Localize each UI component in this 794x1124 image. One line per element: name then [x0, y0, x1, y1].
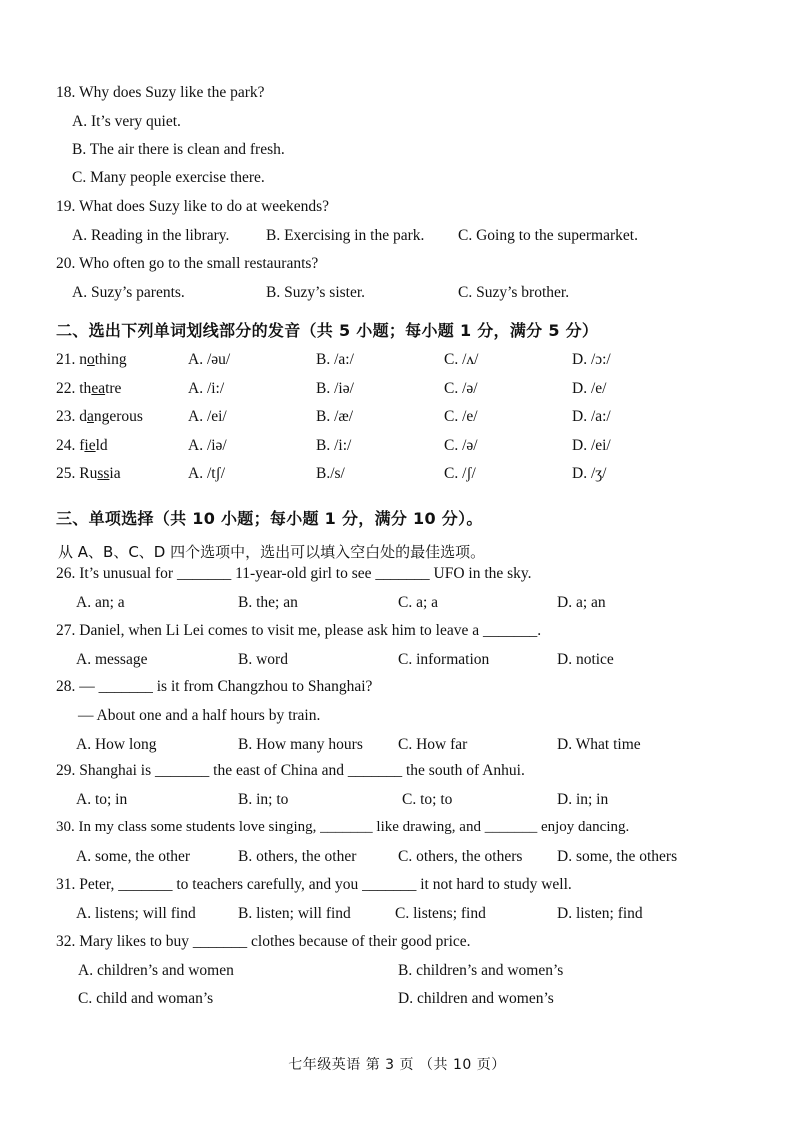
option-32d[interactable]: D. children and women’s	[398, 990, 554, 1007]
option-18b[interactable]: B. The air there is clean and fresh.	[72, 141, 285, 158]
option-20c[interactable]: C. Suzy’s brother.	[458, 284, 570, 301]
question-19: 19. What does Suzy like to do at weekends?	[56, 198, 330, 215]
option-29a[interactable]: A. to; in	[76, 791, 128, 808]
option-27d[interactable]: D. notice	[557, 651, 614, 668]
option-28a[interactable]: A. How long	[76, 736, 157, 753]
option-30b[interactable]: B. others, the other	[238, 848, 357, 865]
option-21c[interactable]: C. /ʌ/	[444, 351, 479, 368]
page-footer: 七年级英语 第 3 页 （共 10 页）	[288, 1057, 506, 1073]
word: field	[79, 437, 108, 454]
question-21: 21. nothing	[56, 351, 127, 368]
option-22b[interactable]: B. /iə/	[316, 380, 354, 397]
option-24d[interactable]: D. /ei/	[572, 437, 611, 454]
option-25b[interactable]: B./s/	[316, 465, 345, 482]
option-24b[interactable]: B. /i:/	[316, 437, 352, 454]
option-32b[interactable]: B. children’s and women’s	[398, 962, 564, 979]
section-3-heading: 三、单项选择（共 10 小题；每小题 1 分，满分 10 分）。	[56, 509, 483, 528]
question-29: 29. Shanghai is _______ the east of China and _______ the south of Anhui.	[56, 762, 525, 779]
question-25: 25. Russia	[56, 465, 121, 482]
option-32a[interactable]: A. children’s and women	[78, 962, 234, 979]
option-23b[interactable]: B. /æ/	[316, 408, 354, 425]
option-18a[interactable]: A. It’s very quiet.	[72, 113, 181, 130]
option-24a[interactable]: A. /iə/	[188, 437, 227, 454]
option-20b[interactable]: B. Suzy’s sister.	[266, 284, 366, 301]
word: theatre	[79, 380, 122, 397]
question-24: 24. field	[56, 437, 108, 454]
option-27c[interactable]: C. information	[398, 651, 490, 668]
question-27: 27. Daniel, when Li Lei comes to visit me, please ask him to leave a _______.	[56, 622, 542, 639]
option-21d[interactable]: D. /ɔ:/	[572, 351, 611, 368]
word: Russia	[79, 465, 121, 482]
option-23a[interactable]: A. /ei/	[188, 408, 227, 425]
word: dangerous	[79, 408, 143, 425]
option-19a[interactable]: A. Reading in the library.	[72, 227, 230, 244]
question-18: 18. Why does Suzy like the park?	[56, 84, 265, 101]
question-30: 30. In my class some students love singing, _______ like drawing, and _______ enjoy dancing.	[56, 819, 630, 835]
option-26c[interactable]: C. a; a	[398, 594, 439, 611]
option-23c[interactable]: C. /e/	[444, 408, 478, 425]
question-23: 23. dangerous	[56, 408, 143, 425]
option-30d[interactable]: D. some, the others	[557, 848, 678, 865]
option-25a[interactable]: A. /tʃ/	[188, 465, 226, 482]
option-23d[interactable]: D. /a:/	[572, 408, 611, 425]
option-26b[interactable]: B. the; an	[238, 594, 298, 611]
question-20: 20. Who often go to the small restaurants?	[56, 255, 319, 272]
option-29c[interactable]: C. to; to	[402, 791, 453, 808]
option-31a[interactable]: A. listens; will find	[76, 905, 196, 922]
question-26: 26. It’s unusual for _______ 11-year-old girl to see _______ UFO in the sky.	[56, 565, 532, 582]
question-22: 22. theatre	[56, 380, 122, 397]
option-27a[interactable]: A. message	[76, 651, 148, 668]
option-29b[interactable]: B. in; to	[238, 791, 289, 808]
option-25d[interactable]: D. /ʒ/	[572, 465, 607, 482]
option-31d[interactable]: D. listen; find	[557, 905, 643, 922]
section-2-heading: 二、选出下列单词划线部分的发音（共 5 小题；每小题 1 分，满分 5 分）	[56, 321, 599, 340]
section-3-instruction: 从 A、B、C、D 四个选项中，选出可以填入空白处的最佳选项。	[58, 543, 486, 561]
option-31c[interactable]: C. listens; find	[395, 905, 486, 922]
option-20a[interactable]: A. Suzy’s parents.	[72, 284, 185, 301]
option-26d[interactable]: D. a; an	[557, 594, 606, 611]
option-22d[interactable]: D. /e/	[572, 380, 607, 397]
option-19c[interactable]: C. Going to the supermarket.	[458, 227, 638, 244]
question-28: 28. — _______ is it from Changzhou to Shanghai?	[56, 678, 373, 695]
option-29d[interactable]: D. in; in	[557, 791, 609, 808]
option-18c[interactable]: C. Many people exercise there.	[72, 169, 265, 186]
question-32: 32. Mary likes to buy _______ clothes because of their good price.	[56, 933, 471, 950]
option-28d[interactable]: D. What time	[557, 736, 641, 753]
option-30c[interactable]: C. others, the others	[398, 848, 523, 865]
option-22a[interactable]: A. /i:/	[188, 380, 225, 397]
option-21a[interactable]: A. /əu/	[188, 351, 231, 368]
option-28c[interactable]: C. How far	[398, 736, 468, 753]
option-27b[interactable]: B. word	[238, 651, 288, 668]
option-32c[interactable]: C. child and woman’s	[78, 990, 214, 1007]
question-31: 31. Peter, _______ to teachers carefully, and you _______ it not hard to study well.	[56, 876, 572, 893]
option-28b[interactable]: B. How many hours	[238, 736, 363, 753]
option-25c[interactable]: C. /ʃ/	[444, 465, 476, 482]
answer-28: — About one and a half hours by train.	[78, 707, 321, 724]
option-22c[interactable]: C. /ə/	[444, 380, 478, 397]
option-19b[interactable]: B. Exercising in the park.	[266, 227, 425, 244]
option-21b[interactable]: B. /a:/	[316, 351, 354, 368]
option-30a[interactable]: A. some, the other	[76, 848, 191, 865]
word: nothing	[79, 351, 127, 368]
option-26a[interactable]: A. an; a	[76, 594, 125, 611]
option-31b[interactable]: B. listen; will find	[238, 905, 351, 922]
option-24c[interactable]: C. /ə/	[444, 437, 478, 454]
